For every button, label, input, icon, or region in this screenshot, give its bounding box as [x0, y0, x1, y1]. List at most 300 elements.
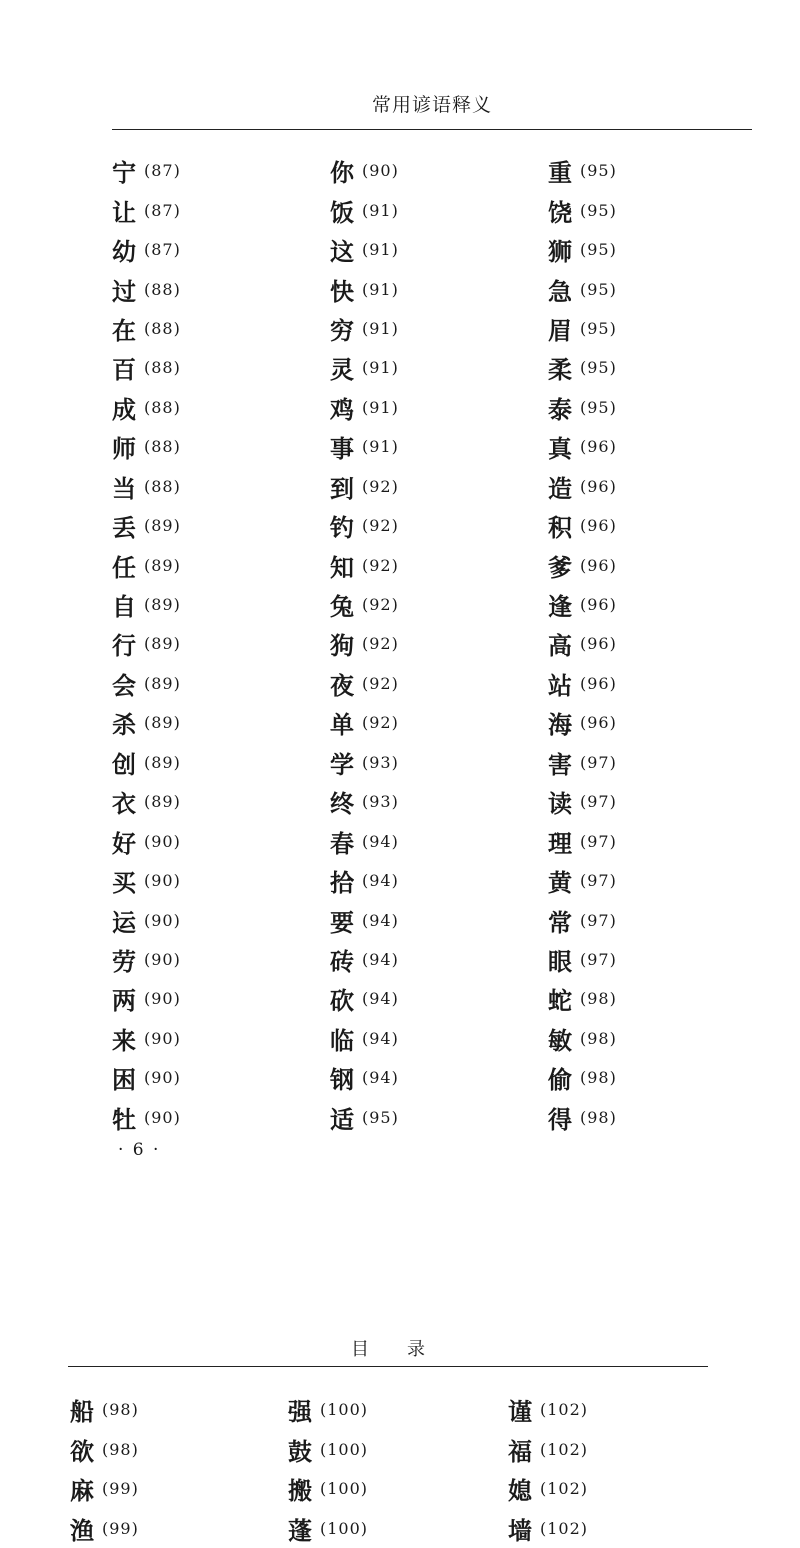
entry-page-value: 91 [369, 318, 392, 338]
entry-page-number: (90) [144, 949, 181, 969]
entry-page-number: (94) [362, 989, 399, 1009]
entry-page-number: (100) [320, 1519, 369, 1539]
section-title [68, 1335, 708, 1361]
entry-page-number: (98) [580, 1028, 617, 1048]
entry-character: 渔 [70, 1516, 94, 1546]
entry-character: 当 [112, 473, 136, 503]
entry-character: 饭 [330, 197, 354, 227]
entry-page-value: 94 [369, 910, 392, 930]
index-entry [112, 269, 181, 308]
entry-character: 真 [548, 434, 572, 464]
entry-page-value: 87 [151, 200, 174, 220]
entry-character: 眼 [548, 946, 572, 976]
index-entry [330, 979, 399, 1018]
entry-page-number: (89) [144, 555, 181, 575]
toc-column-3 [508, 1390, 588, 1548]
index-entry [112, 861, 181, 900]
entry-page-value: 95 [369, 1107, 392, 1127]
entry-page-value: 88 [151, 358, 174, 378]
entry-character: 运 [112, 907, 136, 937]
entry-page-value: 92 [369, 634, 392, 654]
entry-character: 创 [112, 749, 136, 779]
index-entry [330, 309, 399, 348]
index-entry [548, 703, 617, 742]
entry-page-value: 97 [587, 792, 610, 812]
entry-page-number: (90) [144, 831, 181, 851]
index-entry [112, 190, 181, 229]
index-entry [330, 467, 399, 506]
entry-page-value: 90 [151, 1028, 174, 1048]
entry-character: 谨 [508, 1397, 532, 1427]
entry-page-number: (97) [580, 752, 617, 772]
entry-page-number: (97) [580, 949, 617, 969]
entry-page-value: 90 [151, 949, 174, 969]
entry-page-number: (95) [580, 240, 617, 260]
entry-character: 幼 [112, 237, 136, 267]
index-entry [112, 427, 181, 466]
entry-page-value: 90 [151, 910, 174, 930]
section-title-char-2: 录 [407, 1339, 425, 1360]
entry-page-number: (89) [144, 516, 181, 536]
entry-page-number: (88) [144, 476, 181, 496]
index-entry [330, 190, 399, 229]
entry-character: 知 [330, 552, 354, 582]
entry-page-number: (90) [362, 161, 399, 181]
entry-character: 海 [548, 710, 572, 740]
entry-character: 搬 [288, 1476, 312, 1506]
entry-page-number: (96) [580, 555, 617, 575]
header-divider [112, 129, 752, 130]
entry-page-number: (90) [144, 1068, 181, 1088]
entry-page-value: 89 [151, 713, 174, 733]
entry-page-value: 97 [587, 831, 610, 851]
entry-page-value: 98 [109, 1400, 132, 1420]
entry-page-number: (99) [102, 1479, 139, 1499]
entry-character: 船 [70, 1397, 94, 1427]
entry-page-value: 102 [547, 1400, 581, 1420]
entry-page-number: (102) [540, 1519, 589, 1539]
entry-page-number: (96) [580, 673, 617, 693]
index-entry [330, 664, 399, 703]
entry-page-value: 96 [587, 476, 610, 496]
entry-page-value: 95 [587, 161, 610, 181]
entry-page-value: 91 [369, 240, 392, 260]
entry-character: 急 [548, 276, 572, 306]
index-entry [112, 151, 181, 190]
entry-page-value: 98 [587, 989, 610, 1009]
section-title-char-1: 目 [351, 1339, 369, 1360]
index-entry [548, 269, 617, 308]
entry-page-number: (90) [144, 989, 181, 1009]
entry-page-number: (89) [144, 634, 181, 654]
index-entry [330, 230, 399, 269]
entry-character: 饶 [548, 197, 572, 227]
entry-page-value: 96 [587, 634, 610, 654]
entry-page-number: (100) [320, 1479, 369, 1499]
entry-character: 让 [112, 197, 136, 227]
entry-character: 鼓 [288, 1436, 312, 1466]
entry-character: 拾 [330, 868, 354, 898]
entry-character: 百 [112, 355, 136, 385]
entry-page-number: (98) [580, 1068, 617, 1088]
entry-page-value: 91 [369, 358, 392, 378]
entry-character: 高 [548, 631, 572, 661]
entry-page-number: (92) [362, 634, 399, 654]
entry-character: 麻 [70, 1476, 94, 1506]
entry-page-number: (98) [102, 1400, 139, 1420]
entry-character: 衣 [112, 789, 136, 819]
entry-page-value: 95 [587, 397, 610, 417]
index-entry [508, 1390, 588, 1430]
entry-page-number: (89) [144, 792, 181, 812]
index-entry [288, 1430, 368, 1470]
index-entry [548, 388, 617, 427]
entry-page-value: 97 [587, 910, 610, 930]
entry-page-number: (91) [362, 358, 399, 378]
index-entry [112, 664, 181, 703]
index-entry [330, 624, 399, 663]
entry-character: 媳 [508, 1476, 532, 1506]
entry-page-number: (87) [144, 200, 181, 220]
page-header-title: 常用谚语释义 [371, 94, 492, 116]
entry-page-number: (92) [362, 555, 399, 575]
index-entry [548, 506, 617, 545]
entry-page-value: 93 [369, 752, 392, 772]
index-entry [288, 1390, 368, 1430]
entry-character: 两 [112, 986, 136, 1016]
entry-character: 终 [330, 789, 354, 819]
index-entry [112, 388, 181, 427]
index-entry [330, 743, 399, 782]
index-column-3 [548, 151, 617, 1137]
entry-page-number: (99) [102, 1519, 139, 1539]
index-entry [112, 743, 181, 782]
entry-page-value: 96 [587, 595, 610, 615]
entry-page-value: 97 [587, 871, 610, 891]
entry-page-value: 97 [587, 949, 610, 969]
entry-character: 买 [112, 868, 136, 898]
entry-page-number: (95) [580, 397, 617, 417]
entry-page-number: (93) [362, 752, 399, 772]
index-entry [112, 545, 181, 584]
entry-page-number: (95) [580, 318, 617, 338]
entry-character: 站 [548, 670, 572, 700]
entry-page-number: (88) [144, 279, 181, 299]
entry-page-value: 89 [151, 634, 174, 654]
index-entry [112, 585, 181, 624]
entry-page-value: 92 [369, 516, 392, 536]
index-entry [330, 703, 399, 742]
entry-character: 墙 [508, 1516, 532, 1546]
entry-character: 重 [548, 158, 572, 188]
entry-page-value: 94 [369, 949, 392, 969]
index-entry [548, 585, 617, 624]
index-entry [548, 821, 617, 860]
entry-page-number: (97) [580, 910, 617, 930]
entry-character: 好 [112, 828, 136, 858]
entry-character: 泰 [548, 394, 572, 424]
entry-character: 敏 [548, 1025, 572, 1055]
index-entry [70, 1430, 139, 1470]
entry-character: 狗 [330, 631, 354, 661]
index-entry [288, 1469, 368, 1509]
entry-page-number: (95) [580, 358, 617, 378]
entry-page-value: 90 [369, 161, 392, 181]
entry-character: 兔 [330, 592, 354, 622]
index-entry [548, 545, 617, 584]
index-entry [548, 309, 617, 348]
entry-page-value: 92 [369, 713, 392, 733]
entry-page-number: (95) [580, 161, 617, 181]
index-entry [112, 1058, 181, 1097]
index-entry [508, 1509, 588, 1548]
entry-page-number: (91) [362, 200, 399, 220]
entry-character: 到 [330, 473, 354, 503]
entry-page-value: 95 [587, 358, 610, 378]
entry-page-number: (100) [320, 1400, 369, 1420]
entry-page-number: (87) [144, 161, 181, 181]
entry-page-number: (87) [144, 240, 181, 260]
entry-page-value: 96 [587, 555, 610, 575]
entry-page-number: (89) [144, 673, 181, 693]
index-entry [112, 1019, 181, 1058]
index-entry [548, 190, 617, 229]
index-entry [330, 506, 399, 545]
entry-page-value: 94 [369, 1068, 392, 1088]
entry-page-value: 89 [151, 792, 174, 812]
entry-character: 狮 [548, 237, 572, 267]
entry-page-value: 99 [109, 1519, 132, 1539]
entry-character: 自 [112, 592, 136, 622]
index-entry [548, 348, 617, 387]
entry-character: 劳 [112, 946, 136, 976]
index-entry [330, 585, 399, 624]
index-entry [548, 1058, 617, 1097]
entry-character: 鸡 [330, 394, 354, 424]
entry-page-number: (98) [580, 1107, 617, 1127]
page-number: · 6 · [118, 1140, 161, 1160]
entry-page-number: (102) [540, 1479, 589, 1499]
entry-page-number: (97) [580, 871, 617, 891]
entry-page-value: 100 [327, 1519, 361, 1539]
entry-page-value: 90 [151, 871, 174, 891]
entry-page-value: 100 [327, 1439, 361, 1459]
entry-character: 行 [112, 631, 136, 661]
entry-character: 任 [112, 552, 136, 582]
entry-page-value: 91 [369, 279, 392, 299]
index-entry [112, 506, 181, 545]
index-entry [548, 230, 617, 269]
entry-page-value: 95 [587, 279, 610, 299]
entry-page-value: 89 [151, 516, 174, 536]
index-entry [112, 230, 181, 269]
index-column-2 [330, 151, 399, 1137]
index-entry [548, 861, 617, 900]
entry-character: 爹 [548, 552, 572, 582]
entry-character: 黄 [548, 868, 572, 898]
entry-page-number: (92) [362, 713, 399, 733]
index-column-1 [112, 151, 181, 1137]
index-entry [330, 151, 399, 190]
entry-page-value: 88 [151, 318, 174, 338]
entry-page-number: (100) [320, 1439, 369, 1459]
entry-page-number: (91) [362, 318, 399, 338]
index-entry [548, 1019, 617, 1058]
index-entry [112, 467, 181, 506]
entry-page-number: (90) [144, 910, 181, 930]
entry-page-number: (96) [580, 437, 617, 457]
entry-character: 钓 [330, 513, 354, 543]
entry-character: 杀 [112, 710, 136, 740]
entry-page-value: 100 [327, 1400, 361, 1420]
entry-character: 穷 [330, 315, 354, 345]
entry-page-number: (95) [580, 279, 617, 299]
index-entry [112, 1098, 181, 1137]
index-entry [70, 1390, 139, 1430]
entry-page-value: 97 [587, 752, 610, 772]
index-entry [548, 782, 617, 821]
entry-page-number: (88) [144, 437, 181, 457]
entry-page-number: (97) [580, 831, 617, 851]
entry-page-value: 98 [587, 1107, 610, 1127]
index-entry [112, 703, 181, 742]
entry-character: 春 [330, 828, 354, 858]
index-entry [330, 427, 399, 466]
entry-page-value: 95 [587, 200, 610, 220]
entry-page-number: (94) [362, 1028, 399, 1048]
entry-page-number: (96) [580, 476, 617, 496]
entry-character: 事 [330, 434, 354, 464]
entry-page-value: 92 [369, 476, 392, 496]
index-entry [112, 900, 181, 939]
index-entry [330, 940, 399, 979]
entry-page-value: 100 [327, 1479, 361, 1499]
entry-page-number: (94) [362, 949, 399, 969]
entry-page-value: 96 [587, 673, 610, 693]
entry-page-number: (89) [144, 752, 181, 772]
entry-character: 临 [330, 1025, 354, 1055]
entry-page-number: (96) [580, 516, 617, 536]
entry-page-number: (96) [580, 713, 617, 733]
toc-column-1 [70, 1390, 139, 1548]
entry-character: 来 [112, 1025, 136, 1055]
entry-page-number: (95) [580, 200, 617, 220]
index-entry [112, 940, 181, 979]
entry-page-value: 92 [369, 673, 392, 693]
index-entry [548, 979, 617, 1018]
entry-page-value: 90 [151, 1107, 174, 1127]
entry-page-value: 89 [151, 555, 174, 575]
index-entry [548, 743, 617, 782]
entry-character: 灵 [330, 355, 354, 385]
entry-character: 得 [548, 1104, 572, 1134]
index-entry [548, 427, 617, 466]
entry-page-number: (102) [540, 1400, 589, 1420]
entry-character: 在 [112, 315, 136, 345]
entry-page-value: 102 [547, 1439, 581, 1459]
entry-page-value: 88 [151, 476, 174, 496]
entry-character: 常 [548, 907, 572, 937]
entry-page-number: (92) [362, 595, 399, 615]
index-entry [548, 151, 617, 190]
entry-page-number: (98) [102, 1439, 139, 1459]
entry-page-value: 94 [369, 871, 392, 891]
entry-page-number: (88) [144, 318, 181, 338]
entry-page-value: 95 [587, 240, 610, 260]
index-entry [330, 782, 399, 821]
entry-page-value: 91 [369, 437, 392, 457]
entry-page-number: (91) [362, 437, 399, 457]
entry-character: 要 [330, 907, 354, 937]
entry-page-value: 87 [151, 161, 174, 181]
entry-page-number: (89) [144, 713, 181, 733]
entry-character: 牡 [112, 1104, 136, 1134]
index-entry [112, 782, 181, 821]
entry-page-number: (95) [362, 1107, 399, 1127]
entry-page-number: (92) [362, 673, 399, 693]
entry-page-number: (102) [540, 1439, 589, 1459]
index-entry [548, 900, 617, 939]
entry-page-value: 89 [151, 752, 174, 772]
entry-page-number: (92) [362, 516, 399, 536]
index-entry [548, 940, 617, 979]
entry-page-number: (93) [362, 792, 399, 812]
entry-page-number: (88) [144, 358, 181, 378]
entry-page-value: 89 [151, 595, 174, 615]
entry-character: 适 [330, 1104, 354, 1134]
index-entry [330, 348, 399, 387]
entry-character: 强 [288, 1397, 312, 1427]
entry-character: 成 [112, 394, 136, 424]
entry-character: 你 [330, 158, 354, 188]
entry-character: 眉 [548, 315, 572, 345]
index-entry [330, 1098, 399, 1137]
entry-page-value: 94 [369, 831, 392, 851]
index-entry [112, 821, 181, 860]
entry-page-number: (98) [580, 989, 617, 1009]
index-entry [330, 900, 399, 939]
entry-page-number: (88) [144, 397, 181, 417]
entry-page-value: 95 [587, 318, 610, 338]
index-entry [70, 1469, 139, 1509]
entry-page-number: (94) [362, 831, 399, 851]
entry-character: 偷 [548, 1065, 572, 1095]
entry-page-value: 96 [587, 437, 610, 457]
entry-character: 钢 [330, 1065, 354, 1095]
index-entry [70, 1509, 139, 1548]
toc-column-2 [288, 1390, 368, 1548]
index-entry [548, 624, 617, 663]
index-entry [548, 664, 617, 703]
entry-page-number: (94) [362, 1068, 399, 1088]
entry-page-number: (89) [144, 595, 181, 615]
entry-character: 单 [330, 710, 354, 740]
entry-page-value: 88 [151, 279, 174, 299]
index-entry [548, 1098, 617, 1137]
entry-page-value: 94 [369, 989, 392, 1009]
entry-page-number: (91) [362, 397, 399, 417]
index-entry [112, 979, 181, 1018]
entry-character: 积 [548, 513, 572, 543]
index-entry [330, 545, 399, 584]
index-entry [548, 467, 617, 506]
entry-page-value: 88 [151, 397, 174, 417]
entry-character: 害 [548, 749, 572, 779]
entry-character: 宁 [112, 158, 136, 188]
index-entry [508, 1469, 588, 1509]
entry-page-value: 90 [151, 1068, 174, 1088]
entry-character: 蛇 [548, 986, 572, 1016]
